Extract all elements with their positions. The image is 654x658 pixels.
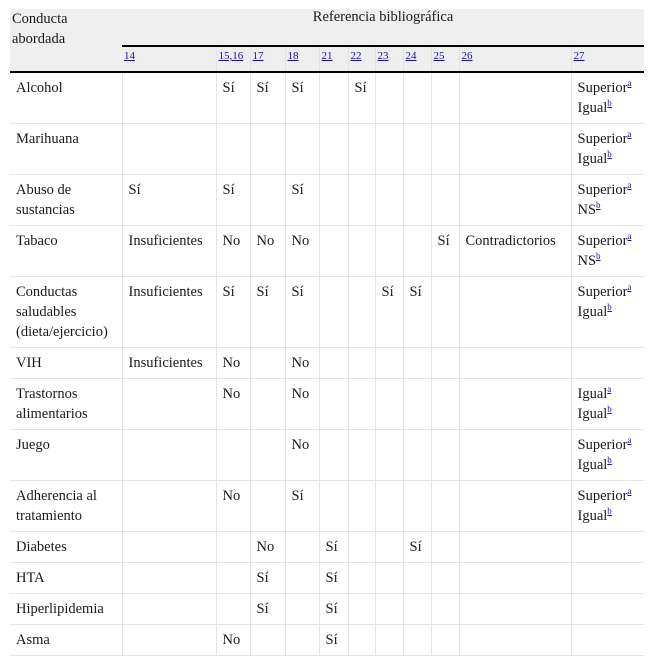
table-cell [459, 532, 571, 563]
table-cell [459, 625, 571, 656]
table-row [10, 594, 644, 625]
table-cell [250, 481, 285, 532]
ref-link[interactable]: 25 [433, 50, 445, 62]
footnote-link[interactable]: b [607, 404, 612, 414]
table-cell [431, 277, 459, 348]
ref-header-cell [348, 46, 375, 72]
table-cell [375, 430, 403, 481]
result-text: Superior [577, 488, 628, 504]
footnote-link[interactable]: b [596, 200, 601, 210]
ref-header-cell [250, 46, 285, 72]
result-text: Igual [577, 406, 608, 422]
table-cell [459, 379, 571, 430]
result-text: Superior [577, 437, 628, 453]
row-label: Trastornos alimentarios [10, 379, 122, 430]
table-cell [431, 379, 459, 430]
result-text: Igual [577, 386, 608, 402]
table-cell: No [285, 348, 319, 379]
table-cell [122, 72, 216, 124]
table-cell [319, 379, 348, 430]
table-cell [403, 379, 431, 430]
result-cell [571, 532, 644, 563]
table-cell [431, 175, 459, 226]
table-row [10, 277, 644, 348]
table-cell [348, 594, 375, 625]
table-cell [216, 124, 250, 175]
table-cell [431, 563, 459, 594]
ref-link[interactable]: 26 [461, 50, 473, 62]
table-cell [375, 594, 403, 625]
footnote-link[interactable]: a [627, 129, 632, 139]
table-cell [348, 175, 375, 226]
footnote-link[interactable]: a [627, 486, 632, 496]
ref-link[interactable]: 24 [405, 50, 417, 62]
table-row [10, 72, 644, 124]
table-cell: Sí [285, 277, 319, 348]
table-cell [122, 481, 216, 532]
result-cell [571, 277, 644, 348]
table-cell [403, 175, 431, 226]
table-cell [319, 481, 348, 532]
ref-link[interactable]: 17 [252, 50, 264, 62]
table-cell [319, 72, 348, 124]
table-cell [459, 430, 571, 481]
table-cell [375, 481, 403, 532]
table-cell: Sí [250, 72, 285, 124]
table-row [10, 625, 644, 656]
table-cell: Contradictorios [459, 226, 571, 277]
table-cell [122, 532, 216, 563]
table-row [10, 348, 644, 379]
table-cell [122, 594, 216, 625]
result-cell [571, 430, 644, 481]
result-line [578, 200, 641, 220]
result-line [578, 435, 641, 455]
reference-table [10, 9, 644, 656]
result-text: Superior [577, 182, 628, 198]
header-concept: Conducta abordada [10, 9, 122, 72]
result-text: Igual [577, 100, 608, 116]
table-cell: Sí [375, 277, 403, 348]
result-cell [571, 563, 644, 594]
result-line [578, 78, 641, 98]
row-label: Adherencia al tratamiento [10, 481, 122, 532]
table-cell [319, 175, 348, 226]
table-cell [459, 277, 571, 348]
table-row [10, 124, 644, 175]
result-text: Superior [577, 233, 628, 249]
result-line [578, 251, 641, 271]
table-cell [431, 72, 459, 124]
result-text: Igual [577, 457, 608, 473]
table-row [10, 379, 644, 430]
result-cell [571, 594, 644, 625]
result-line [578, 506, 641, 526]
table-body [10, 72, 644, 656]
table-cell [348, 625, 375, 656]
table-row [10, 226, 644, 277]
ref-link[interactable]: 14 [124, 50, 135, 62]
table-cell [122, 124, 216, 175]
table-cell [375, 532, 403, 563]
footnote-link[interactable]: b [607, 149, 612, 159]
table-cell [319, 124, 348, 175]
result-line [578, 384, 641, 404]
footnote-link[interactable]: a [627, 231, 632, 241]
result-text: NS [577, 202, 597, 218]
table-cell [403, 124, 431, 175]
table-cell: Sí [319, 532, 348, 563]
table-cell [375, 625, 403, 656]
result-cell [571, 124, 644, 175]
result-text: Superior [577, 80, 628, 96]
table-cell: No [285, 379, 319, 430]
table-cell: No [250, 226, 285, 277]
result-line [578, 404, 641, 424]
table-cell: Sí [348, 72, 375, 124]
table-cell [250, 348, 285, 379]
table-cell: Sí [216, 72, 250, 124]
row-label: Hiperlipidemia [10, 594, 122, 625]
table-cell: Sí [285, 481, 319, 532]
table-cell: Sí [319, 563, 348, 594]
result-line [578, 302, 641, 322]
footnote-link[interactable]: a [607, 384, 612, 394]
table-cell [348, 379, 375, 430]
table-cell [459, 563, 571, 594]
table-cell [216, 532, 250, 563]
ref-header-cell [459, 46, 571, 72]
result-cell [571, 226, 644, 277]
table-cell [122, 379, 216, 430]
row-label: Diabetes [10, 532, 122, 563]
result-line [578, 282, 641, 302]
table-cell [403, 481, 431, 532]
header-reference [122, 9, 644, 46]
row-label: Alcohol [10, 72, 122, 124]
row-label: Asma [10, 625, 122, 656]
table-cell [319, 430, 348, 481]
table-cell [348, 348, 375, 379]
ref-link[interactable]: 18 [287, 50, 299, 62]
result-cell [571, 348, 644, 379]
table-cell [122, 563, 216, 594]
ref-header-cell [571, 46, 644, 72]
table-cell [285, 625, 319, 656]
table-cell [431, 532, 459, 563]
table-cell [431, 625, 459, 656]
table-cell: Sí [216, 175, 250, 226]
table-cell: No [216, 625, 250, 656]
result-line [578, 455, 641, 475]
ref-header-cell [285, 46, 319, 72]
table-cell [375, 226, 403, 277]
result-line [578, 486, 641, 506]
table-cell [375, 124, 403, 175]
table-cell: Sí [216, 277, 250, 348]
row-label: Tabaco [10, 226, 122, 277]
ref-link[interactable]: 23 [377, 50, 389, 62]
table-cell [250, 625, 285, 656]
result-cell [571, 481, 644, 532]
table-cell [431, 430, 459, 481]
table-row [10, 175, 644, 226]
table-cell [348, 532, 375, 563]
table-cell: Sí [403, 277, 431, 348]
result-line [578, 180, 641, 200]
table-cell: No [216, 348, 250, 379]
table-cell: Insuficientes [122, 348, 216, 379]
table-cell [319, 277, 348, 348]
row-label: HTA [10, 563, 122, 594]
table-cell: Sí [250, 563, 285, 594]
result-text: NS [577, 253, 597, 269]
table-row [10, 563, 644, 594]
result-cell [571, 379, 644, 430]
table-cell [375, 348, 403, 379]
result-text: Superior [577, 131, 628, 147]
table-cell [375, 175, 403, 226]
table-cell [403, 430, 431, 481]
ref-link[interactable]: 21 [321, 50, 333, 62]
table-cell [375, 379, 403, 430]
ref-header-cell [122, 46, 216, 72]
table-cell: Sí [250, 277, 285, 348]
table-row [10, 481, 644, 532]
table-row [10, 532, 644, 563]
table-cell [348, 277, 375, 348]
result-cell [571, 72, 644, 124]
ref-link[interactable]: 15,16 [218, 50, 244, 62]
table-cell [348, 563, 375, 594]
ref-link[interactable]: 22 [350, 50, 362, 62]
ref-header-cell [403, 46, 431, 72]
header-reference-label: Referencia bibliográfica [312, 9, 454, 25]
table-cell [348, 481, 375, 532]
result-line [578, 231, 641, 251]
result-cell [571, 625, 644, 656]
ref-link[interactable]: 27 [573, 50, 585, 62]
table-cell [319, 226, 348, 277]
table-cell [285, 124, 319, 175]
table-cell [403, 625, 431, 656]
footnote-link[interactable]: a [627, 435, 632, 445]
table-cell: Sí [403, 532, 431, 563]
table-cell: No [285, 430, 319, 481]
table-cell: Sí [250, 594, 285, 625]
footnote-link[interactable]: a [627, 78, 632, 88]
table-cell [216, 563, 250, 594]
row-label: Juego [10, 430, 122, 481]
table-cell [403, 348, 431, 379]
table-cell: No [216, 481, 250, 532]
table-cell [250, 124, 285, 175]
table-cell [375, 72, 403, 124]
result-line [578, 98, 641, 118]
table-cell: Insuficientes [122, 226, 216, 277]
table-cell [122, 430, 216, 481]
table-cell [375, 563, 403, 594]
table-cell [403, 72, 431, 124]
row-label: VIH [10, 348, 122, 379]
table-cell [285, 532, 319, 563]
table-cell [348, 430, 375, 481]
table-cell [348, 226, 375, 277]
table-cell [285, 563, 319, 594]
table-cell: Sí [285, 175, 319, 226]
footnote-link[interactable]: a [627, 282, 632, 292]
result-cell [571, 175, 644, 226]
ref-header-cell [319, 46, 348, 72]
ref-header-cell [431, 46, 459, 72]
table-cell [459, 481, 571, 532]
table-cell [459, 348, 571, 379]
table-cell: No [216, 226, 250, 277]
ref-header-cell [375, 46, 403, 72]
table-cell: Sí [285, 72, 319, 124]
footnote-link[interactable]: a [627, 180, 632, 190]
table-cell [250, 175, 285, 226]
table-cell: Sí [431, 226, 459, 277]
row-label: Abuso de sustancias [10, 175, 122, 226]
table-cell [250, 430, 285, 481]
table-cell: No [216, 379, 250, 430]
table-cell [459, 175, 571, 226]
table-cell: Sí [122, 175, 216, 226]
row-label: Conductas saludables (dieta/ejercicio) [10, 277, 122, 348]
table-row [10, 430, 644, 481]
table-cell [403, 563, 431, 594]
table-cell: No [250, 532, 285, 563]
table-cell [250, 379, 285, 430]
table-cell [285, 594, 319, 625]
table-cell [431, 124, 459, 175]
table-cell [431, 594, 459, 625]
table-cell [216, 430, 250, 481]
result-text: Igual [577, 151, 608, 167]
footnote-link[interactable]: b [607, 455, 612, 465]
row-label: Marihuana [10, 124, 122, 175]
footnote-link[interactable]: b [607, 506, 612, 516]
table-cell [319, 348, 348, 379]
table-cell [348, 124, 375, 175]
table-cell: Sí [319, 594, 348, 625]
table-cell [403, 594, 431, 625]
result-text: Superior [577, 284, 628, 300]
footnote-link[interactable]: b [607, 302, 612, 312]
table-cell: No [285, 226, 319, 277]
result-text: Igual [577, 304, 608, 320]
table-cell [122, 625, 216, 656]
footnote-link[interactable]: b [607, 98, 612, 108]
result-line [578, 129, 641, 149]
table-cell [216, 594, 250, 625]
result-text: Igual [577, 508, 608, 524]
table-cell [403, 226, 431, 277]
table-cell [459, 124, 571, 175]
table-cell: Insuficientes [122, 277, 216, 348]
table-cell [459, 72, 571, 124]
table-cell: Sí [319, 625, 348, 656]
footnote-link[interactable]: b [596, 251, 601, 261]
table-cell [431, 481, 459, 532]
table-cell [459, 594, 571, 625]
table-cell [431, 348, 459, 379]
result-line [578, 149, 641, 169]
ref-header-cell [216, 46, 250, 72]
